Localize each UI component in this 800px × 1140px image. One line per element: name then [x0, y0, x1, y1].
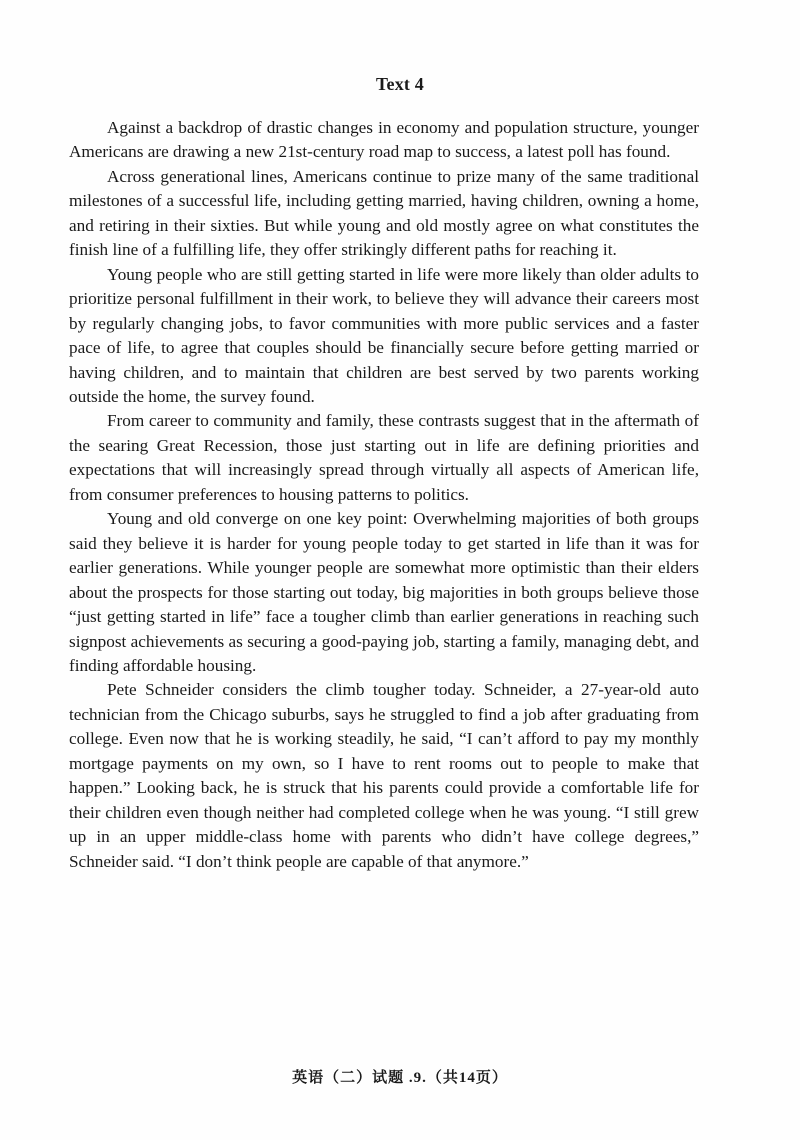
paragraph-4: From career to community and family, these contrasts suggest that in the aftermath of the searing Great Recession, those just starting out in life are defining priorities and expectations that will increasingly spread through virtually all aspects of American life, from consumer preferences to housing patterns to politics. — [69, 411, 699, 504]
paragraph-2: Across generational lines, Americans continue to prize many of the same traditional milestones of a successful life, including getting married, having children, owning a home, and retiring in their sixties. But while young and old mostly agree on what constitutes the finish line of a fulfilling life, they offer strikingly different paths for reaching it. — [69, 166, 699, 260]
paragraph-3: Young people who are still getting started in life were more likely than older adults to prioritize personal fulfillment in their work, to believe they will advance their careers most by regularly changing jobs, to favor communities with more public services and a faster pace of life, to agree that couples should be financially secure before getting married or having children, and to maintain that children are best served by two parents working outside the home, the survey found. — [69, 264, 699, 406]
page-footer: 英语（二）试题 .9.（共14页） — [292, 1070, 508, 1086]
paragraph-5: Young and old converge on one key point: Overwhelming majorities of both groups said they believe it is harder for young people today to get started in life than it was for earlier generations. While younger people are somewhat more optimistic than their elders about the prospects for those starting out today, big majorities in both groups believe those “just getting started in life” face a tougher climb than earlier generations in reaching such signpost achievements as securing a good-paying job, starting a family, managing debt, and finding affordable housing. — [69, 509, 699, 675]
paragraph-6: Pete Schneider considers the climb tougher today. Schneider, a 27-year-old auto technician from the Chicago suburbs, says he struggled to find a job after graduating from college. Even now that he is working steadily, he said, “I can’t afford to pay my monthly mortgage payments on my own, so I have to rent rooms out to people to make that happen.” Looking back, he is struck that his parents could provide a comfortable life for their children even though neither had completed college when he was young. “I still grew up in an upper middle-class home with parents who didn’t have college degrees,” Schneider said. “I don’t think people are capable of that anymore.” — [69, 680, 699, 871]
text-heading: Text 4 — [375, 74, 425, 94]
passage-body — [69, 116, 699, 874]
paragraph-1: Against a backdrop of drastic changes in economy and population structure, younger Americans are drawing a new 21st-century road map to success, a latest poll has found. — [69, 118, 699, 162]
